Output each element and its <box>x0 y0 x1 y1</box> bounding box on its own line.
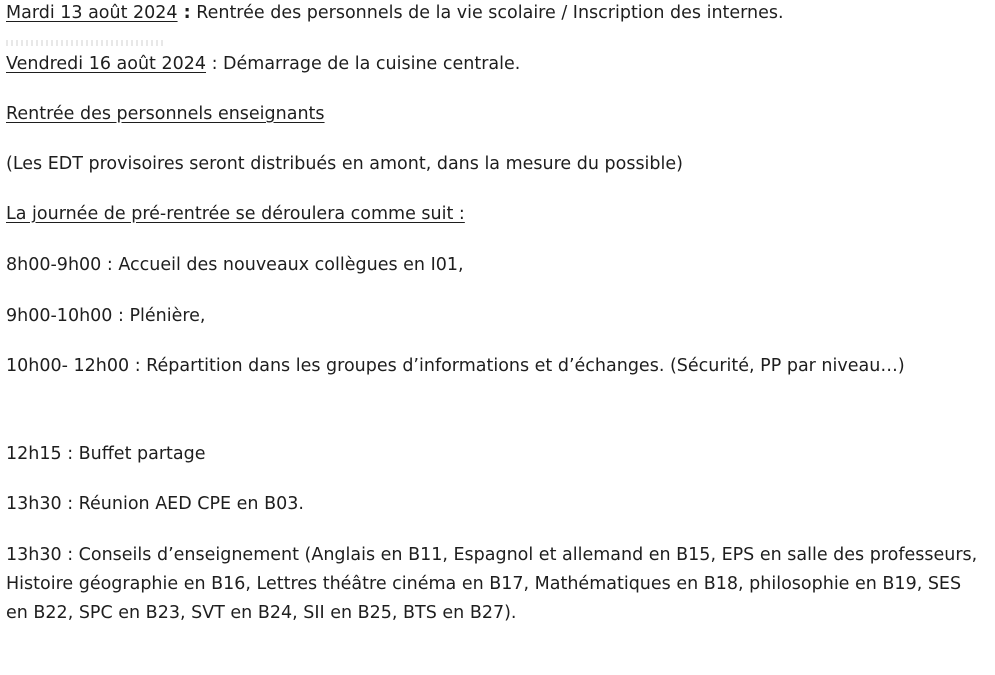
heading-rentree-enseignants: Rentrée des personnels enseignants <box>6 104 325 124</box>
schedule-item-accueil: 8h00-9h00 : Accueil des nouveaux collègues en I01, <box>6 255 464 275</box>
date-mardi: Mardi 13 août 2024 <box>6 3 178 23</box>
date-separator: : <box>206 54 218 74</box>
line-cuisine-centrale <box>6 51 520 78</box>
scan-artifact <box>6 40 166 46</box>
line-staff-vie-scolaire <box>6 0 784 27</box>
schedule-item-pleniere: 9h00-10h00 : Plénière, <box>6 306 206 326</box>
schedule-item-reunion-aed: 13h30 : Réunion AED CPE en B03. <box>6 494 304 514</box>
heading-journee-pre-rentree: La journée de pré-rentrée se déroulera comme suit : <box>6 204 465 224</box>
schedule-item-conseils: 13h30 : Conseils d’enseignement (Anglais en B11, Espagnol et allemand en B15, EPS en salle des professeurs, Histoire géographie en B16, Lettres théâtre cinéma en B17, Mathématiques en B18, philosophie en B19, SES en B22, SPC en B23, SVT en B24, SII en B25, BTS en B27). <box>6 545 978 623</box>
note-edt-provisoires: (Les EDT provisoires seront distribués en amont, dans la mesure du possible) <box>6 154 683 174</box>
date-separator: : <box>177 3 191 23</box>
schedule-item-buffet: 12h15 : Buffet partage <box>6 444 206 464</box>
line-text: Rentrée des personnels de la vie scolaire / Inscription des internes. <box>190 3 784 23</box>
date-vendredi: Vendredi 16 août 2024 <box>6 54 207 74</box>
schedule-item-repartition: 10h00- 12h00 : Répartition dans les groupes d’informations et d’échanges. (Sécurité, PP par niveau…) <box>6 356 905 376</box>
line-text: Démarrage de la cuisine centrale. <box>217 54 521 74</box>
